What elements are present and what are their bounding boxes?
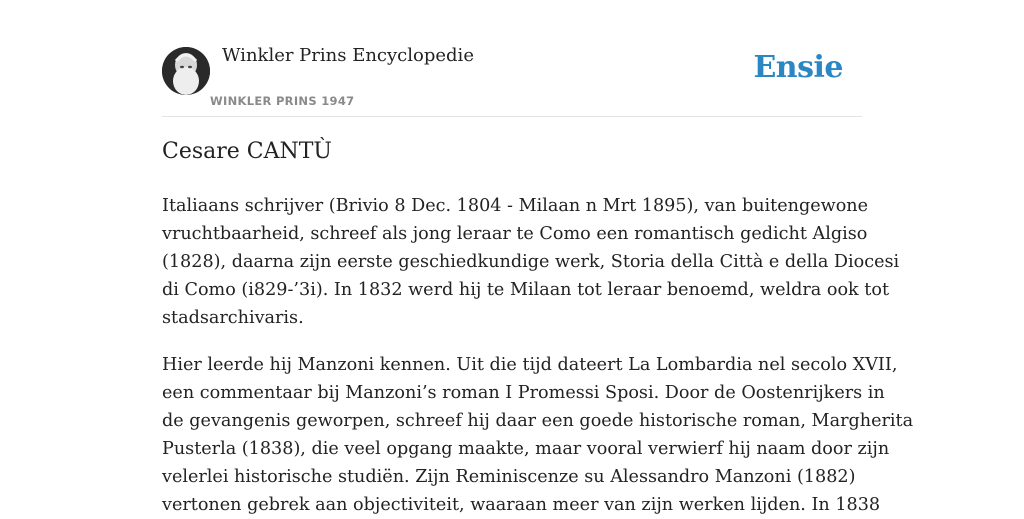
page (162, 0, 914, 515)
edition-label[interactable]: WINKLER PRINS 1947 (210, 94, 355, 108)
portrait-avatar-icon[interactable] (162, 47, 210, 95)
paragraph-line: Pusterla (1838), die veel opgang maakte, maar vooral verwierf hij naam door zijn (162, 439, 890, 459)
paragraph-line: Italiaans schrijver (Brivio 8 Dec. 1804 - Milaan n Mrt 1895), van buitengewone (162, 196, 869, 216)
paragraph-line: vertonen gebrek aan objectiviteit, waaraan meer van zijn werken lijden. In 1838 (162, 495, 881, 515)
ensie-logo[interactable]: Ensie (753, 50, 843, 85)
site-title[interactable]: Winkler Prins Encyclopedie (222, 45, 474, 66)
paragraph-line: di Como (i829-’3i). In 1832 werd hij te Milaan tot leraar benoemd, weldra ook tot (162, 280, 890, 300)
paragraph-line: velerlei historische studiën. Zijn Reminiscenze su Alessandro Manzoni (1882) (162, 467, 856, 487)
site-header (162, 0, 862, 117)
paragraph-line: vruchtbaarheid, schreef als jong leraar te Como een romantisch gedicht Algiso (162, 224, 868, 244)
paragraph-line: (1828), daarna zijn eerste geschiedkundige werk, Storia della Città e della Diocesi (162, 252, 900, 272)
paragraph-line: een commentaar bij Manzoni’s roman I Promessi Sposi. Door de Oostenrijkers in (162, 383, 885, 403)
paragraph-line: stadsarchivaris. (162, 308, 304, 328)
article-title: Cesare CANTÙ (162, 139, 332, 164)
article-paragraph-2 (162, 351, 914, 519)
paragraph-line: de gevangenis geworpen, schreef hij daar een goede historische roman, Margherita (162, 411, 914, 431)
article-paragraph-1 (162, 192, 900, 332)
paragraph-line: Hier leerde hij Manzoni kennen. Uit die tijd dateert La Lombardia nel secolo XVII, (162, 355, 898, 375)
